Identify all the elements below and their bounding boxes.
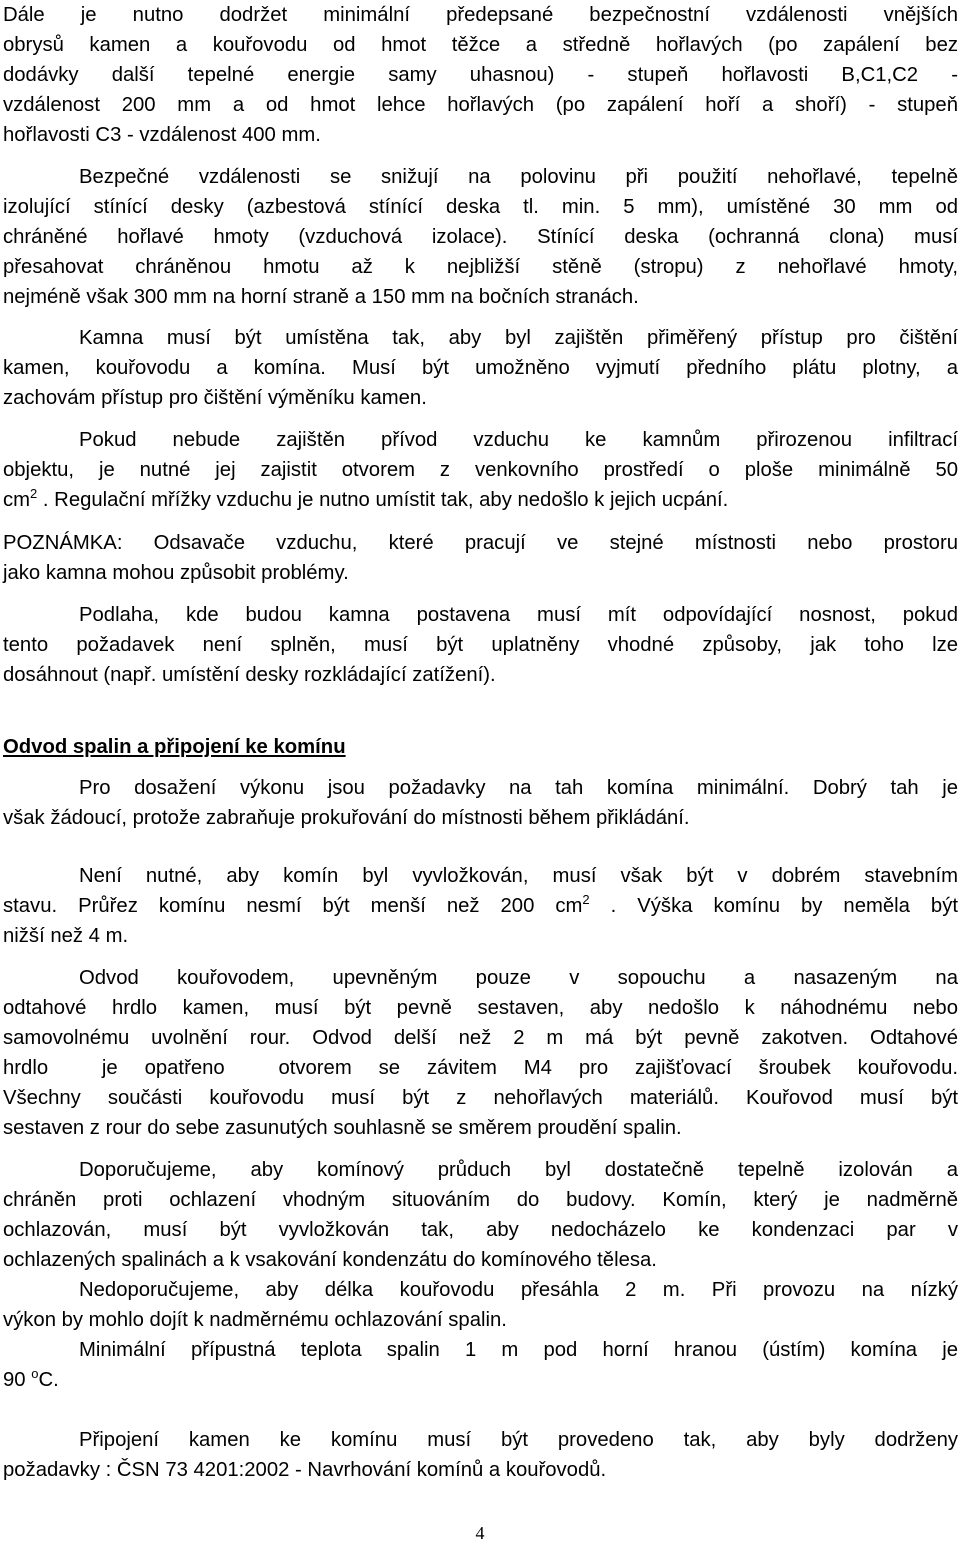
paragraph-min-temperature xyxy=(3,1335,958,1395)
text-line: POZNÁMKA: Odsavače vzduchu, které pracují ve stejné místnosti nebo prostoru xyxy=(3,532,958,554)
text-line: ochlazených spalinách a k vsakování kondenzátu do komínového tělesa. xyxy=(3,1249,657,1271)
text-line: 90 $^o$C. xyxy=(3,1366,59,1391)
text-line: $cm^2$ . Regulační mřížky vzduchu je nutno umístit tak, aby nedošlo k jejich ucpání. xyxy=(3,486,729,511)
text-line: Podlaha, kde budou kamna postavena musí mít odpovídající nosnost, pokud xyxy=(79,604,958,626)
text-line: nejméně však 300 mm na horní straně a 150 mm na bočních stranách. xyxy=(3,286,639,308)
text-line: přesahovat chráněnou hmotu až k nejbližší stěně (stropu) z nehořlavé hmoty, xyxy=(3,256,958,278)
text-line: nižší než 4 m. xyxy=(3,925,129,947)
paragraph-flue-length xyxy=(3,1275,958,1335)
text-line: však žádoucí, protože zabraňuje prokuřování do místnosti během přikládání. xyxy=(3,807,690,829)
text-line: chráněné hořlavé hmoty (vzduchová izolace). Stínící deska (ochranná clona) musí xyxy=(3,226,958,248)
text-line: Kamna musí být umístěna tak, aby byl zajištěn přiměřený přístup pro čištění xyxy=(79,327,958,349)
text-line: ochlazován, musí být vyvložkován tak, aby nedocházelo ke kondenzaci par v xyxy=(3,1219,958,1241)
section-heading: Odvod spalin a připojení ke komínu xyxy=(3,736,346,758)
text-line: chráněn proti ochlazení vhodným situováním do budovy. Komín, který je nadměrně xyxy=(3,1189,958,1211)
text-line: vzdálenost 200 mm a od hmot lehce hořlavých (po zapálení hoří a shoří) - stupeň xyxy=(3,94,958,116)
text-line: Dále je nutno dodržet minimální předepsané bezpečnostní vzdálenosti vnějších xyxy=(3,4,958,26)
text-line: odtahové hrdlo kamen, musí být pevně sestaven, aby nedošlo k náhodnému nebo xyxy=(3,997,958,1019)
paragraph-air-supply xyxy=(3,425,958,515)
text-line: objektu, je nutné jej zajistit otvorem z venkovního prostředí o ploše minimálně 50 xyxy=(3,459,958,481)
text-line: jako kamna mohou způsobit problémy. xyxy=(3,562,349,584)
text-line: Všechny součásti kouřovodu musí být z nehořlavých materiálů. Kouřovod musí být xyxy=(3,1087,958,1109)
paragraph-chimney-lining xyxy=(3,861,958,951)
text-line: tento požadavek není splněn, musí být uplatněny vhodné způsoby, jak toho lze xyxy=(3,634,958,656)
paragraph-insulation xyxy=(3,1155,958,1275)
text-line: hrdlo je opatřeno otvorem se závitem M4 pro zajišťovací šroubek kouřovodu. xyxy=(3,1057,958,1079)
text-line: výkon by mohlo dojít k nadměrnému ochlazování spalin. xyxy=(3,1309,507,1331)
text-line: stavu. Průřez komínu nesmí být menší než 200 $cm^2$ . Výška komínu by neměla být xyxy=(3,892,958,917)
text-line: zachovám přístup pro čištění výměníku kamen. xyxy=(3,387,427,409)
text-line: hořlavosti C3 - vzdálenost 400 mm. xyxy=(3,124,321,146)
text-line: sestaven z rour do sebe zasunutých souhlasně se směrem proudění spalin. xyxy=(3,1117,682,1139)
paragraph-safety-distances xyxy=(3,0,958,150)
text-line: samovolnému uvolnění rour. Odvod delší než 2 m má být pevně zakotven. Odtahové xyxy=(3,1027,958,1049)
text-line: kamen, kouřovodu a komína. Musí být umožněno vyjmutí předního plátu plotny, a xyxy=(3,357,958,379)
paragraph-note xyxy=(3,528,958,588)
paragraph-shielding-board xyxy=(3,162,958,312)
text-line: obrysů kamen a kouřovodu od hmot těžce a středně hořlavých (po zapálení bez xyxy=(3,34,958,56)
text-line: Pokud nebude zajištěn přívod vzduchu ke kamnům přirozenou infiltrací xyxy=(79,429,958,451)
text-line: Nedoporučujeme, aby délka kouřovodu přesáhla 2 m. Při provozu na nízký xyxy=(79,1279,958,1301)
paragraph-flue-pipe xyxy=(3,963,958,1143)
page-number: 4 xyxy=(475,1523,485,1543)
text-line: izolující stínící desky (azbestová stínící deska tl. min. 5 mm), umístěné 30 mm od xyxy=(3,196,958,218)
paragraph-floor xyxy=(3,600,958,690)
text-line: dodávky další tepelné energie samy uhasnou) - stupeň hořlavosti B,C1,C2 - xyxy=(3,64,958,86)
text-line: Pro dosažení výkonu jsou požadavky na tah komína minimální. Dobrý tah je xyxy=(79,777,958,799)
paragraph-chimney-draft xyxy=(3,773,958,833)
paragraph-cleaning-access xyxy=(3,323,958,413)
text-line: Minimální přípustná teplota spalin 1 m pod horní hranou (ústím) komína je xyxy=(79,1339,958,1361)
text-line: Odvod kouřovodem, upevněným pouze v sopouchu a nasazeným na xyxy=(79,967,958,989)
text-line: požadavky : ČSN 73 4201:2002 - Navrhování komínů a kouřovodů. xyxy=(3,1459,607,1481)
text-line: Není nutné, aby komín byl vyvložkován, musí však být v dobrém stavebním xyxy=(79,865,958,887)
text-line: dosáhnout (např. umístění desky rozkládající zatížení). xyxy=(3,664,496,686)
text-line: Připojení kamen ke komínu musí být provedeno tak, aby byly dodrženy xyxy=(79,1429,958,1451)
text-line: Doporučujeme, aby komínový průduch byl dostatečně tepelně izolován a xyxy=(79,1159,958,1181)
paragraph-standard xyxy=(3,1425,958,1485)
text-line: Bezpečné vzdálenosti se snižují na polovinu při použití nehořlavé, tepelně xyxy=(79,166,958,188)
